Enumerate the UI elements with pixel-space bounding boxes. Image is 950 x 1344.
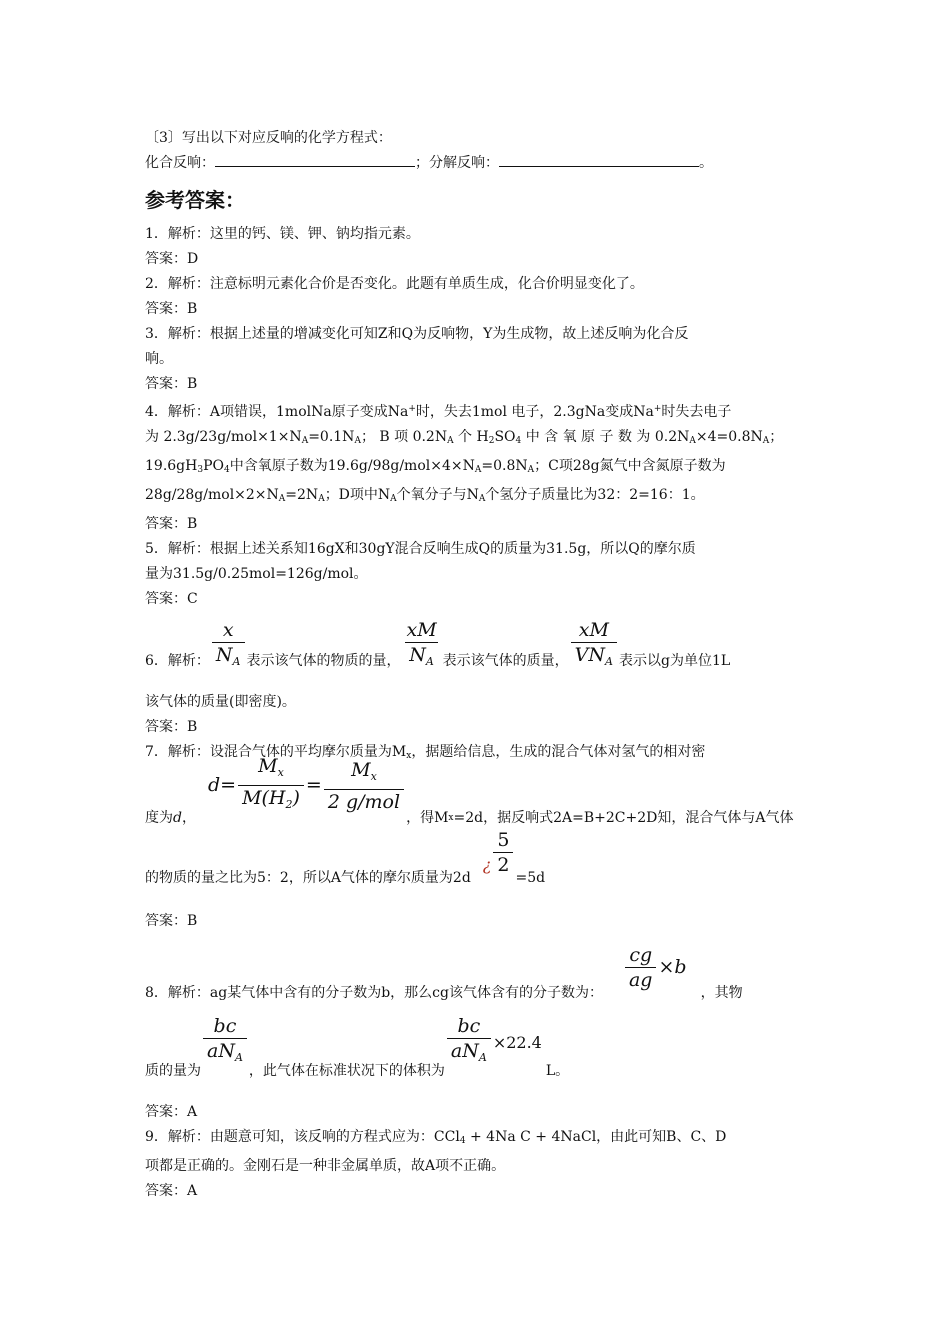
numerator	[254, 754, 288, 785]
subscript: A	[447, 436, 454, 446]
unit: L。	[545, 1063, 570, 1079]
q3-blanks	[145, 151, 810, 176]
text: =2d，据反响式2A=B+2C+2D知，混合气体与A气体	[453, 810, 794, 826]
text: 时失去电子	[661, 404, 732, 420]
times-22-4: ×22.4	[492, 1032, 542, 1052]
subscript: x	[406, 751, 412, 761]
text: =0.8N	[481, 458, 528, 474]
numerator: bc	[457, 1015, 481, 1037]
answer-2-key: 答案：B	[145, 301, 198, 317]
text: 19.6gH	[145, 458, 198, 474]
answer-7-l3	[145, 831, 810, 891]
denominator	[212, 642, 245, 674]
answer-4-l3	[145, 454, 810, 483]
answer-4-l1	[145, 397, 810, 425]
text: 度为	[145, 810, 173, 826]
answer-5-l1: 5．解析：根据上述关系知16gX和30gY混合反响生成Q的质量为31.5g，所以Q的摩尔质	[145, 541, 696, 557]
den-sub: 2	[285, 798, 293, 811]
text: PO	[203, 458, 224, 474]
num-sub: x	[370, 769, 377, 783]
variable-d: d	[173, 810, 182, 826]
denominator	[203, 1038, 247, 1070]
text: =0.1N	[308, 429, 355, 445]
text: 表示该气体的物质的量，	[246, 653, 401, 669]
text: 中 含 氧 原 子 数 为 0.2N	[521, 429, 690, 445]
den-text: aN	[207, 1040, 235, 1062]
subscript: 4	[223, 465, 230, 475]
answer-1-key: 答案：D	[145, 251, 199, 267]
answer-7-l2	[145, 755, 810, 831]
text: 6．解析：	[145, 653, 210, 669]
q3-prompt: 〔3〕写出以下对应反响的化学方程式：	[145, 130, 392, 146]
answer-6-l1	[145, 612, 810, 676]
fraction-cg-over-ag	[625, 943, 657, 992]
answer-9-key: 答案：A	[145, 1183, 198, 1199]
text: ，得M	[406, 810, 449, 826]
numerator: cg	[629, 944, 653, 966]
num-text: M	[258, 755, 278, 777]
denominator: 2 g/mol	[324, 789, 404, 814]
answer-8-l1	[145, 934, 810, 1006]
decompose-blank[interactable]	[499, 152, 699, 167]
subscript: 4	[459, 1136, 466, 1146]
text: 9．解析：由题意可知，该反响的方程式应为：CCl	[145, 1129, 460, 1145]
den-sub: A	[605, 655, 613, 668]
subscript: A	[390, 494, 397, 504]
answer-3-analysis-l1: 3．解析：根据上述量的增减变化可知Z和Q为反响物，Y为生成物，故上述反响为化合反	[145, 326, 689, 342]
text: + 4Na C + 4NaCl，由此可知B、C、D	[465, 1129, 727, 1145]
text: ； B 项 0.2N	[360, 429, 448, 445]
denominator	[447, 1038, 491, 1070]
text: 的物质的量之比为5：2，所以A气体的摩尔质量为2d	[145, 870, 471, 886]
combine-blank[interactable]	[215, 152, 415, 167]
answers-heading: 参考答案：	[145, 188, 245, 212]
answer-3-key: 答案：B	[145, 376, 198, 392]
end-mark: 。	[699, 155, 713, 171]
fraction-5-over-2	[493, 828, 513, 877]
answer-7-key: 答案：B	[145, 913, 198, 929]
num-text: M	[351, 758, 371, 781]
numerator: bc	[213, 1015, 237, 1037]
subscript: 4	[515, 436, 522, 446]
subscript: A	[527, 465, 535, 475]
subscript: A	[278, 494, 286, 504]
cg-ag-b-expression	[623, 943, 687, 992]
text: 8．解析：ag某气体中含有的分子数为b，那么cg该气体含有的分子数为：	[145, 985, 603, 1001]
subscript: A	[478, 494, 486, 504]
text: 个氢分子质量比为32：2=16：1。	[485, 487, 705, 503]
fraction-bc-over-ana	[203, 1014, 247, 1070]
den-sub: A	[425, 655, 434, 668]
text: 7．解析：设混合气体的平均摩尔质量为M	[145, 744, 407, 760]
fraction-xm-over-vna	[571, 618, 617, 674]
denominator	[405, 642, 438, 674]
document-body	[145, 126, 810, 1204]
subscript: A	[474, 465, 482, 475]
text: 中含氧原子数为19.6g/98g/mol×4×N	[229, 458, 475, 474]
answer-1-analysis: 1．解析：这里的钙、镁、钾、钠均指元素。	[145, 226, 420, 242]
answer-3-analysis-l2: 响。	[145, 351, 173, 367]
answer-2-analysis: 2．解析：注意标明元素化合价是否变化。此题有单质生成，化合价明显变化了。	[145, 276, 644, 292]
text: ；D项中N	[324, 487, 391, 503]
numerator: xM	[578, 619, 609, 641]
text: 个 H	[453, 429, 489, 445]
num-sub: x	[277, 766, 284, 779]
text: ，	[181, 810, 196, 826]
text: SO	[494, 429, 516, 445]
numerator: x	[222, 619, 234, 641]
text: ，其物	[700, 985, 743, 1001]
text: ；	[769, 429, 784, 445]
den-close: )	[292, 787, 300, 809]
fraction-xm-over-na	[403, 618, 441, 674]
den-sub: A	[232, 655, 241, 668]
answer-8-l2	[145, 1006, 810, 1084]
text: 时，失去1mol 电子，2.3gNa变成Na	[415, 404, 654, 420]
answer-9-l1	[145, 1125, 810, 1154]
text: ，此气体在标准状况下的体积为	[248, 1063, 445, 1079]
numerator: xM	[406, 619, 437, 641]
answer-5-l2: 量为31.5g/0.25mol=126g/mol。	[145, 566, 368, 582]
subscript: 3	[197, 465, 204, 475]
answer-8-key: 答案：A	[145, 1104, 198, 1120]
denominator	[238, 785, 304, 817]
subscript: A	[318, 494, 325, 504]
fraction-x-over-na	[212, 618, 245, 674]
text: 个氧分子与N	[396, 487, 479, 503]
den-sub: A	[478, 1051, 487, 1064]
times-b: ×b	[658, 956, 687, 978]
decompose-label: 分解反响：	[429, 155, 499, 171]
answer-9-l2: 项都是正确的。金刚石是一种非金属单质，故A项不正确。	[145, 1158, 506, 1174]
answer-4-l4	[145, 483, 810, 512]
fraction-mx-over-2gmol	[324, 758, 404, 814]
numerator	[347, 758, 381, 789]
text: 表示该气体的质量，	[442, 653, 569, 669]
den-text: aN	[450, 1040, 479, 1062]
den-sub: A	[234, 1051, 243, 1064]
text: ；C项28g氮气中含氮原子数为	[534, 458, 726, 474]
separator: ；	[415, 155, 429, 171]
denominator	[571, 642, 617, 674]
text: 质的量为	[145, 1063, 201, 1079]
answer-4-key: 答案：B	[145, 516, 198, 532]
denominator: ag	[625, 967, 657, 992]
text: 4．解析：A项错误，1molNa原子变成Na	[145, 404, 409, 420]
combine-label: 化合反响：	[145, 155, 215, 171]
subscript: A	[301, 436, 309, 446]
subscript: A	[354, 436, 361, 446]
text: =5d	[515, 870, 546, 886]
den-text: M(H	[242, 787, 286, 809]
den-text: N	[409, 644, 426, 666]
den-text: VN	[574, 644, 606, 666]
answer-4-l2	[145, 425, 810, 454]
volume-expression	[445, 1014, 542, 1070]
den-text: N	[215, 644, 233, 666]
text: 为 2.3g/23g/mol×1×N	[145, 429, 302, 445]
subscript: x	[448, 813, 454, 823]
fraction-mx-over-mh2	[238, 754, 304, 817]
text: ×4=0.8N	[695, 429, 763, 445]
density-equation	[208, 754, 406, 817]
text: 表示以g为单位1L	[618, 653, 731, 669]
equals: =	[305, 774, 322, 796]
answer-6-l2: 该气体的质量(即密度)。	[145, 694, 296, 710]
subscript: A	[762, 436, 770, 446]
numerator: 5	[497, 829, 510, 851]
subscript: A	[689, 436, 696, 446]
text: =2N	[285, 487, 319, 503]
eq-lhs: d=	[207, 774, 237, 796]
text: ，据题给信息，生成的混合气体对氢气的相对密	[411, 744, 706, 760]
fraction-bc-over-ana-2	[447, 1014, 491, 1070]
unknown-glyph: ¿	[482, 855, 492, 874]
denominator: 2	[493, 852, 513, 877]
answer-6-key: 答案：B	[145, 719, 198, 735]
text: 28g/28g/mol×2×N	[145, 487, 279, 503]
superscript: +	[653, 404, 662, 414]
answer-5-key: 答案：C	[145, 591, 198, 607]
superscript: +	[408, 404, 416, 414]
subscript: 2	[488, 436, 495, 446]
